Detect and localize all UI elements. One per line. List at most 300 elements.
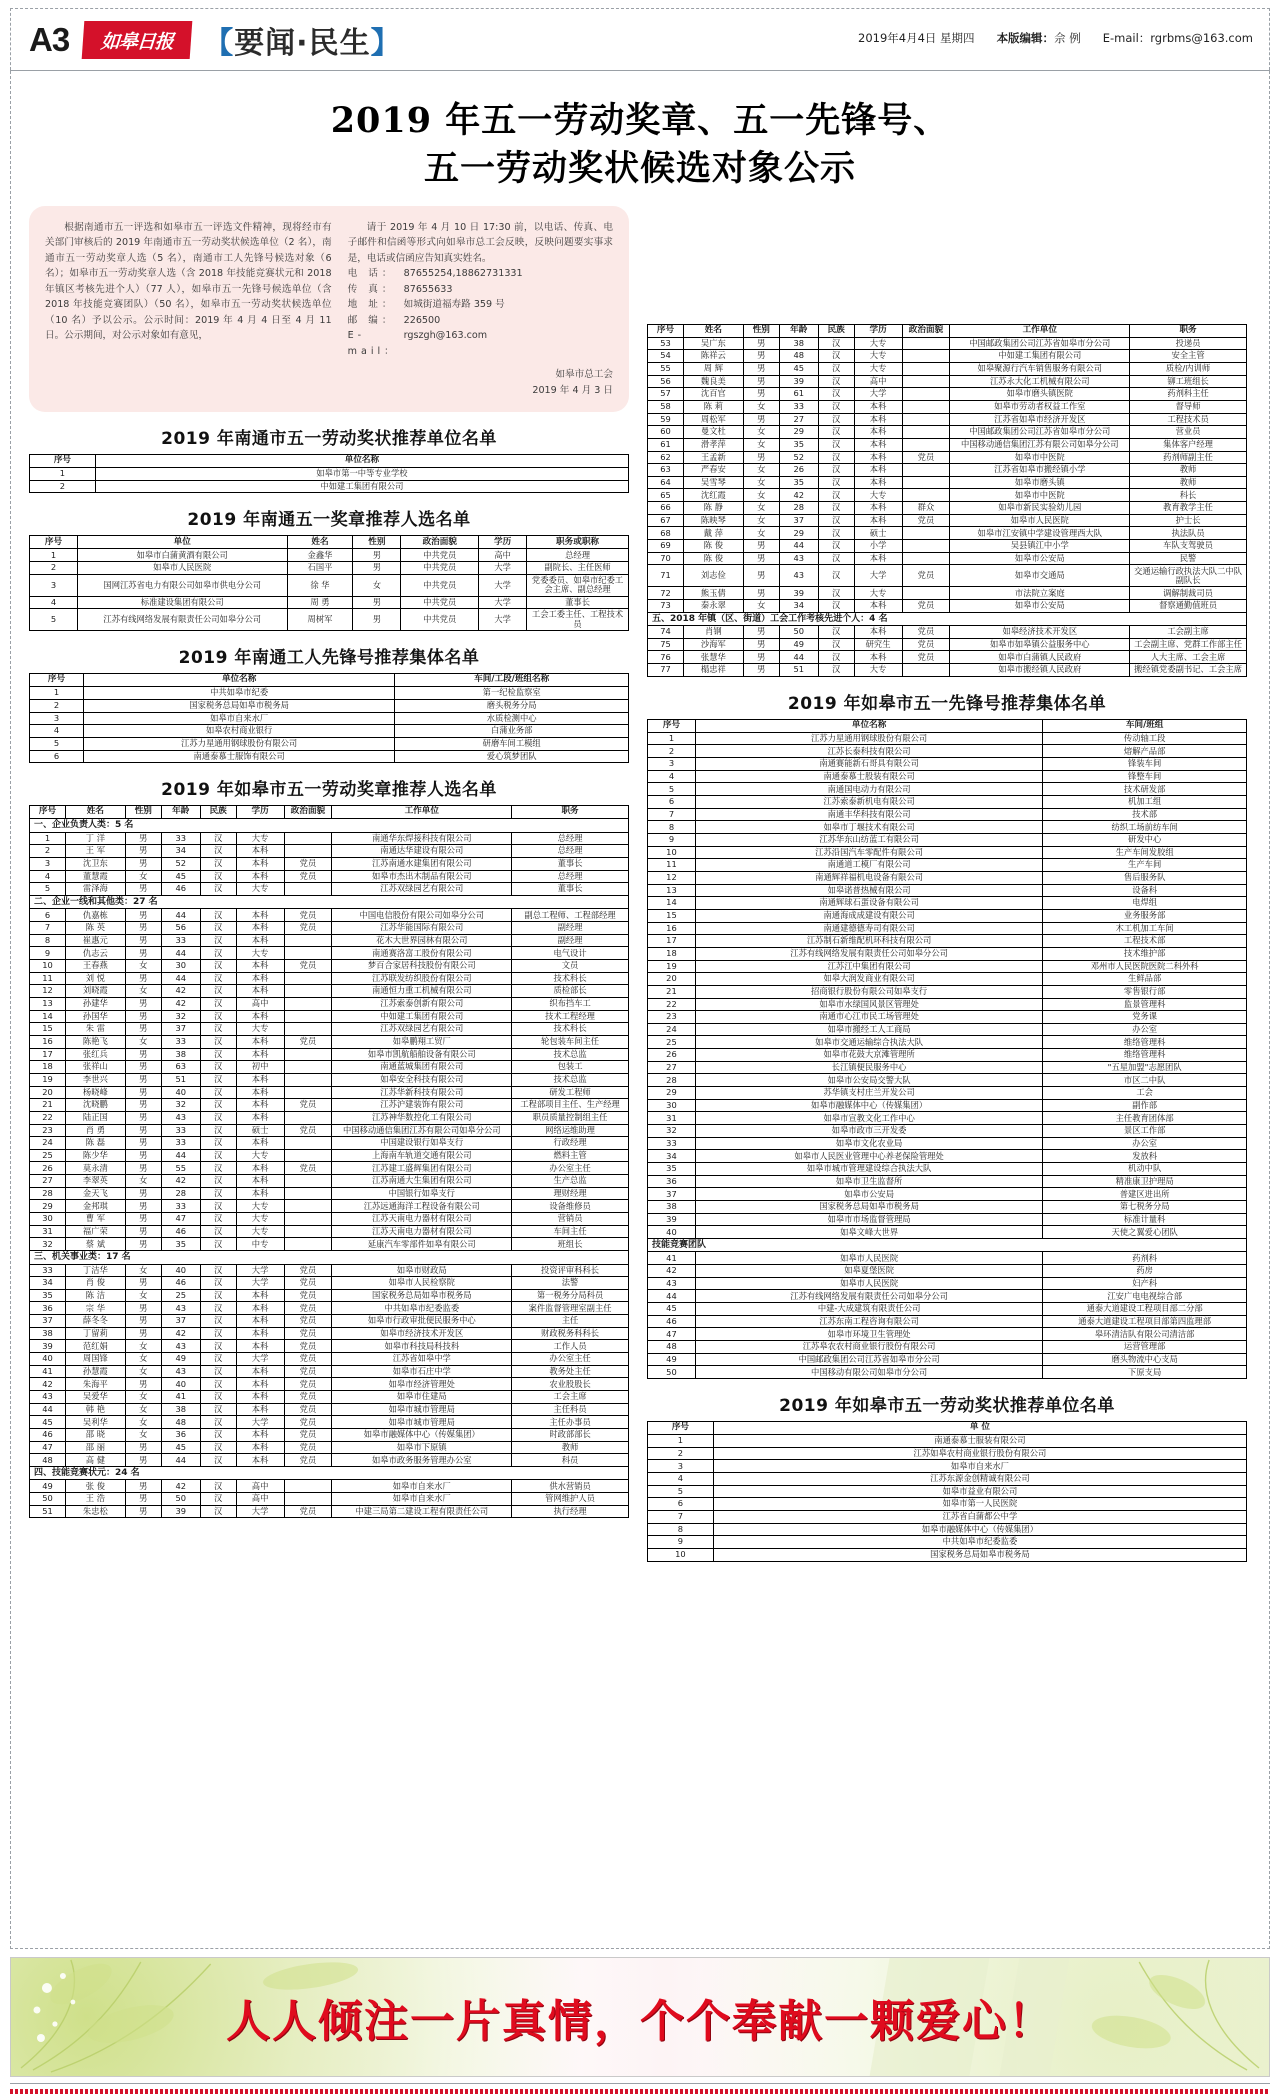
table-cell: 女 [743, 502, 779, 515]
table-row [648, 464, 1247, 477]
table-cell: 44 [779, 540, 818, 553]
table-row [30, 1200, 629, 1213]
table-cell: 58 [648, 400, 684, 413]
table-cell: 女 [125, 1353, 161, 1366]
table-cell [902, 540, 950, 553]
table-cell: 交通运输行政执法大队二中队副队长 [1130, 565, 1247, 587]
table-cell: 教师 [512, 1441, 629, 1454]
table-cell: 48 [30, 1454, 66, 1467]
table-header-row [648, 1422, 1247, 1435]
table-cell: 44 [161, 1454, 200, 1467]
table-cell: 如皋安全科技有限公司 [332, 1073, 512, 1086]
table-cell: 汉 [818, 552, 854, 565]
table-row [30, 468, 629, 481]
table-cell: 长江镇便民服务中心 [695, 1061, 1042, 1074]
table-row [30, 1099, 629, 1112]
table-cell: 男 [125, 1277, 161, 1290]
table-cell: 技术部 [1043, 808, 1247, 821]
table-cell: 49 [161, 1353, 200, 1366]
table-cell: 32 [30, 1238, 66, 1251]
table-cell: 曼文杜 [683, 426, 743, 439]
table-cell: 42 [161, 985, 200, 998]
table-cell [284, 1061, 332, 1074]
table-cell: 如皋鹏翔工贸厂 [332, 1035, 512, 1048]
table-cell: 14 [30, 1010, 66, 1023]
table-cell: 仇嘉栋 [65, 909, 125, 922]
table-cell: 本科 [236, 1391, 284, 1404]
table-cell: 大学 [479, 609, 527, 631]
table-cell: 49 [648, 1353, 696, 1366]
banner-slogan: 人人倾注一片真情，个个奉献一颗爱心！ [226, 1996, 1054, 2047]
table-row [30, 1327, 629, 1340]
table-cell: 10 [648, 846, 696, 859]
table-cell: 周国锋 [65, 1353, 125, 1366]
table-row [30, 1391, 629, 1404]
table-cell: 江苏南通水建集团有限公司 [332, 857, 512, 870]
table-cell: 男 [353, 562, 401, 575]
table-cell: 28 [161, 1187, 200, 1200]
table-nantong-medal-people [29, 535, 629, 631]
table-cell: 机加工组 [1043, 796, 1247, 809]
table-cell: 40 [30, 1353, 66, 1366]
table-row [648, 1188, 1247, 1201]
table-cell: 汉 [200, 1225, 236, 1238]
table-cell: 孙慧霞 [65, 1365, 125, 1378]
table-cell: 江苏沪建装饰有限公司 [332, 1099, 512, 1112]
table-cell: 第七税务分局 [1043, 1201, 1247, 1214]
table-cell: 50 [161, 1493, 200, 1506]
table-cell: 如皋市公安局 [950, 600, 1130, 613]
table-cell: 42 [161, 1175, 200, 1188]
table-row [30, 1505, 629, 1518]
table-cell [284, 934, 332, 947]
table-cell: 30 [648, 1099, 696, 1112]
table-cell: 研磨车间工模组 [395, 737, 629, 750]
contact-phone-label: 电 话： [347, 268, 396, 280]
table-cell: 本科 [236, 1302, 284, 1315]
table-row [648, 1011, 1247, 1024]
table-cell: 本科 [236, 909, 284, 922]
table-cell: 44 [779, 651, 818, 664]
table-cell: 56 [648, 375, 684, 388]
table-cell: 市区二中队 [1043, 1074, 1247, 1087]
table-cell: 车队支驾驶员 [1130, 540, 1247, 553]
table-row [648, 600, 1247, 613]
table-cell: 沈百官 [683, 388, 743, 401]
table-cell: 本科 [236, 1340, 284, 1353]
table-cell: 党员 [284, 1378, 332, 1391]
slogan-banner [10, 1957, 1270, 2077]
table-cell: 妇产科 [1043, 1277, 1247, 1290]
table-cell: 工会工委主任、工程技术员 [527, 609, 629, 631]
table-cell [284, 1480, 332, 1493]
table-cell: 教务处主任 [512, 1365, 629, 1378]
table-cell: 22 [648, 998, 696, 1011]
table-cell: 大专 [854, 350, 902, 363]
table-cell: 熔解产品部 [1043, 745, 1247, 758]
table-body-5 [648, 324, 1247, 676]
table-cell: 滑孝萍 [683, 438, 743, 451]
table-cell: 汉 [818, 651, 854, 664]
table-cell: 2 [30, 562, 78, 575]
table-cell: 邓州市人民医院医院二科外科 [1043, 960, 1247, 973]
table-cell: 工会 [1043, 1087, 1247, 1100]
table-row [30, 1289, 629, 1302]
table-cell: 39 [648, 1213, 696, 1226]
table-cell: 本科 [236, 1441, 284, 1454]
section-title-1: 2019 年南通市五一劳动奖状推荐单位名单 [161, 429, 497, 450]
table-cell: 南通赛能新石哥具有限公司 [695, 758, 1042, 771]
table-body-4 [30, 806, 629, 1518]
table-cell: 汉 [200, 857, 236, 870]
table-row [648, 897, 1247, 910]
table-cell: 汉 [200, 1365, 236, 1378]
section-label: 要闻·民生 [234, 25, 371, 61]
signature-date: 2019 年 4 月 3 日 [532, 384, 613, 396]
table-cell: 党员 [284, 1403, 332, 1416]
table-cell: 61 [779, 388, 818, 401]
table-cell: 如皋市石庄中学 [332, 1365, 512, 1378]
contact-fax-label: 传 真： [347, 283, 396, 295]
table-cell: 38 [161, 1048, 200, 1061]
column-header: 序号 [648, 324, 684, 337]
table-cell: 男 [125, 1162, 161, 1175]
table-cell: 南通市心江市民工场管理处 [695, 1011, 1042, 1024]
table-cell: 43 [648, 1277, 696, 1290]
table-cell: 汉 [200, 1175, 236, 1188]
table-cell: 督察通勤值班员 [1130, 600, 1247, 613]
table-cell: 21 [648, 985, 696, 998]
table-cell: 8 [648, 1523, 714, 1536]
table-row [30, 1340, 629, 1353]
table-row [648, 1087, 1247, 1100]
table-cell: 男 [125, 832, 161, 845]
table-cell: 本科 [236, 1099, 284, 1112]
table-cell [902, 664, 950, 677]
table-cell: 副院长、主任医师 [527, 562, 629, 575]
table-cell: 戴 萍 [683, 527, 743, 540]
table-cell: 本科 [236, 1378, 284, 1391]
table-cell: 15 [30, 1023, 66, 1036]
table-cell: 技术维护部 [1043, 947, 1247, 960]
table-cell: 党员 [284, 1429, 332, 1442]
table-cell: 张祥山 [65, 1061, 125, 1074]
table-cell: 1 [648, 1435, 714, 1448]
table-cell [284, 972, 332, 985]
table-row [648, 587, 1247, 600]
table-cell: 普建区进出所 [1043, 1188, 1247, 1201]
table-cell: 35 [648, 1163, 696, 1176]
table-cell: 38 [779, 337, 818, 350]
table-cell: 7 [30, 922, 66, 935]
table-cell: 陈 磊 [65, 1137, 125, 1150]
contact-address-value: 如城街道福寿路 359 号 [403, 299, 505, 311]
column-header: 学历 [854, 324, 902, 337]
table-cell: 执法队员 [1130, 527, 1247, 540]
table-cell: 总经理 [527, 549, 629, 562]
table-cell: 徐 华 [287, 574, 353, 596]
table-cell: 大学 [479, 562, 527, 575]
table-cell: 行政经理 [512, 1137, 629, 1150]
table-cell: 4 [648, 1472, 714, 1485]
table-cell: 汉 [818, 638, 854, 651]
table-cell [902, 375, 950, 388]
table-cell: 党员 [284, 1289, 332, 1302]
table-cell: 党员 [902, 638, 950, 651]
notice-body [45, 220, 332, 398]
table-row [30, 1225, 629, 1238]
table-row [648, 1460, 1247, 1473]
table-cell: 陈少华 [65, 1149, 125, 1162]
table-cell: 汉 [818, 426, 854, 439]
table-cell: 技术研发部 [1043, 783, 1247, 796]
table-row [30, 1238, 629, 1251]
table-cell: 汉 [200, 1010, 236, 1023]
table-cell: 陈 俊 [683, 540, 743, 553]
table-cell: 33 [779, 400, 818, 413]
table-cell: 如皋市中医院 [950, 489, 1130, 502]
table-cell: 男 [125, 1187, 161, 1200]
table-cell: 大专 [854, 362, 902, 375]
table-cell: 崔惠元 [65, 934, 125, 947]
table-cell: 江苏建工盛辉集团有限公司 [332, 1162, 512, 1175]
table-cell: 如皋经济技术开发区 [950, 626, 1130, 639]
table-cell: 党员 [284, 1391, 332, 1404]
table-cell: 8 [30, 934, 66, 947]
table-cell: 魏良美 [683, 375, 743, 388]
table-cell: 46 [161, 883, 200, 896]
table-cell: 33 [648, 1137, 696, 1150]
table-cell: 40 [161, 1086, 200, 1099]
contact-phone [348, 266, 613, 282]
table-header-row [30, 536, 629, 549]
table-cell: 43 [779, 565, 818, 587]
table-cell: 苏华镇支村庄兰开发公司 [695, 1087, 1042, 1100]
table-cell: 教师 [1130, 464, 1247, 477]
table-cell: 7 [648, 808, 696, 821]
table-row [648, 1366, 1247, 1379]
table-cell: 江苏天南电力器材有限公司 [332, 1225, 512, 1238]
table-cell: 大专 [236, 1149, 284, 1162]
table-row [30, 596, 629, 609]
table-cell [902, 426, 950, 439]
table-cell: 技术科长 [512, 1023, 629, 1036]
column-header: 民族 [818, 324, 854, 337]
table-cell: 沈卫东 [65, 857, 125, 870]
contact-email [348, 328, 613, 359]
table-cell: 主任科员 [512, 1403, 629, 1416]
table-cell: 副经理 [512, 934, 629, 947]
table-cell: 监景管理科 [1043, 998, 1247, 1011]
table-cell: 国家税务总局如皋市税务局 [695, 1201, 1042, 1214]
table-cell: 农业股股长 [512, 1378, 629, 1391]
table-cell [284, 883, 332, 896]
table-cell: 48 [779, 350, 818, 363]
table-cell: 5 [648, 783, 696, 796]
table-cell: 高中 [236, 997, 284, 1010]
table-cell: 初中 [236, 1061, 284, 1074]
table-cell: 男 [743, 565, 779, 587]
table-cell: 73 [648, 600, 684, 613]
table-cell [284, 845, 332, 858]
table-row [648, 808, 1247, 821]
table-cell: 江苏力星通用钢球股份有限公司 [83, 737, 394, 750]
table-body-7 [648, 1422, 1247, 1562]
table-cell: 男 [125, 1149, 161, 1162]
table-cell: 17 [30, 1048, 66, 1061]
table-cell: 1 [648, 732, 696, 745]
table-cell: 梦百合家居科技股份有限公司 [332, 959, 512, 972]
table-row [30, 959, 629, 972]
table-cell: 33 [30, 1264, 66, 1277]
column-header: 单 位 [713, 1422, 1246, 1435]
table-cell: 本科 [854, 400, 902, 413]
table-cell: 女 [125, 1365, 161, 1378]
table-row [648, 1023, 1247, 1036]
table-cell [902, 400, 950, 413]
column-header: 单位名称 [695, 719, 1042, 732]
table-cell: 如皋市益业有限公司 [713, 1485, 1246, 1498]
table-cell: 45 [779, 362, 818, 375]
table-cell: 文员 [512, 959, 629, 972]
table-cell: 人大主席、工会主席 [1130, 651, 1247, 664]
table-cell: 男 [125, 1111, 161, 1124]
table-cell: 汉 [818, 502, 854, 515]
contact-postcode [348, 313, 613, 329]
column-header: 年龄 [779, 324, 818, 337]
table-row [648, 1036, 1247, 1049]
table-cell: 男 [125, 1238, 161, 1251]
table-row [648, 426, 1247, 439]
table-cell: 61 [648, 438, 684, 451]
table-cell: 如皋市融媒体中心（传媒集团） [332, 1429, 512, 1442]
contact-fax [348, 282, 613, 298]
table-cell: 董事长 [512, 883, 629, 896]
table-cell: 汉 [818, 600, 854, 613]
table-cell: 大专 [854, 337, 902, 350]
table-row [648, 1150, 1247, 1163]
table-cell: 39 [30, 1340, 66, 1353]
table-cell: 技术总监 [512, 1048, 629, 1061]
table-cell: 如皋市人民医院 [950, 514, 1130, 527]
table-cell: "五星加盟"志愿团队 [1043, 1061, 1247, 1074]
table-cell: 生产车间发胶组 [1043, 846, 1247, 859]
table-cell: 汉 [200, 1289, 236, 1302]
table-cell: 男 [125, 1023, 161, 1036]
table-cell: 42 [779, 489, 818, 502]
table-cell: 如皋市宣教文化工作中心 [695, 1112, 1042, 1125]
table-cell: 福广荣 [65, 1225, 125, 1238]
table-row [648, 998, 1247, 1011]
table-row [648, 1353, 1247, 1366]
table-cell: 沙海军 [683, 638, 743, 651]
table-cell: 37 [161, 1315, 200, 1328]
table-cell: 33 [161, 1200, 200, 1213]
table-cell: 汉 [818, 514, 854, 527]
table-cell: 汉 [200, 1200, 236, 1213]
table-cell: 铆工班组长 [1130, 375, 1247, 388]
table-row [648, 973, 1247, 986]
right-column [647, 206, 1247, 1562]
table-row [648, 1277, 1247, 1290]
table-cell: 如皋市城市管理局 [332, 1403, 512, 1416]
masthead [10, 8, 1270, 70]
table-cell: 37 [648, 1188, 696, 1201]
table-cell: 织布挡车工 [512, 997, 629, 1010]
table-cell: 护士长 [1130, 514, 1247, 527]
table-cell [902, 388, 950, 401]
table-cell: 中共如皋市纪委监委 [332, 1302, 512, 1315]
table-cell: 男 [125, 1124, 161, 1137]
table-cell: 吴广东 [683, 337, 743, 350]
table-cell: 24 [30, 1137, 66, 1150]
table-cell: 44 [30, 1403, 66, 1416]
table-cell [902, 362, 950, 375]
table-row [30, 1441, 629, 1454]
table-row [648, 489, 1247, 502]
table-cell: 如皋市公安局 [695, 1188, 1042, 1201]
table-cell: 男 [125, 1327, 161, 1340]
table-cell: 本科 [854, 438, 902, 451]
table-cell: 男 [353, 596, 401, 609]
table-header-row [30, 806, 629, 819]
table-cell: 花木大世界园林有限公司 [332, 934, 512, 947]
section-title-6: 2019 年如皋市五一先锋号推荐集体名单 [787, 693, 1107, 714]
table-cell: 34 [30, 1277, 66, 1290]
table-cell: 本科 [236, 959, 284, 972]
table-cell: 本科 [236, 1429, 284, 1442]
table-cell: 江苏华能国际有限公司 [332, 922, 512, 935]
table-cell: 54 [648, 350, 684, 363]
table-cell: 汉 [818, 476, 854, 489]
table-cell: 50 [779, 626, 818, 639]
table-cell: 质检/内训师 [1130, 362, 1247, 375]
table-cell: 硕士 [854, 527, 902, 540]
table-row [648, 1447, 1247, 1460]
table-cell: 汉 [818, 413, 854, 426]
table-cell: 如皋市经济管理处 [332, 1378, 512, 1391]
table-body-2 [30, 536, 629, 631]
table-cell [284, 1238, 332, 1251]
table-cell: 南通国电动力有限公司 [695, 783, 1042, 796]
table-cell: 汉 [200, 972, 236, 985]
table-cell: 39 [779, 587, 818, 600]
section-title-7: 2019 年如皋市五一劳动奖状推荐单位名单 [779, 1396, 1115, 1416]
table-cell [284, 1175, 332, 1188]
table-cell: 主任办事员 [512, 1416, 629, 1429]
table-cell: 中共如皋市纪委 [83, 687, 394, 700]
table-cell: 汉 [200, 922, 236, 935]
table-cell: 64 [648, 476, 684, 489]
table-cell: 副总工程师、工程部经理 [512, 909, 629, 922]
table-row [30, 1137, 629, 1150]
column-header: 年龄 [161, 806, 200, 819]
table-cell: 男 [743, 375, 779, 388]
email-label: E-mail： [1102, 30, 1151, 45]
table-cell: 男 [125, 1086, 161, 1099]
masthead-meta [858, 30, 1253, 50]
table-row [30, 934, 629, 947]
table-row [30, 549, 629, 562]
table-row [648, 859, 1247, 872]
table-cell: 王 军 [65, 845, 125, 858]
table-cell: 电焊组 [1043, 897, 1247, 910]
table-row [648, 350, 1247, 363]
table-row [648, 1315, 1247, 1328]
table-cell: 1 [30, 468, 96, 481]
table-cell: 上海南车轨道交通有限公司 [332, 1149, 512, 1162]
table-cell: 女 [743, 600, 779, 613]
